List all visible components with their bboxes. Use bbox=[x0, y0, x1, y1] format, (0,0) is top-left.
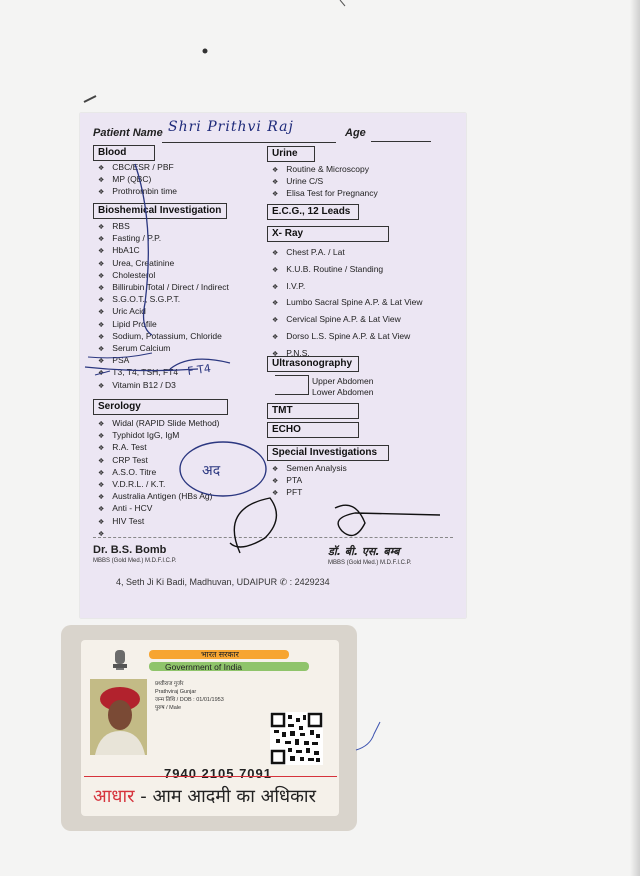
list-item: ❖ Lipid Profile bbox=[98, 319, 229, 331]
list-item: ❖ Routine & Microscopy bbox=[272, 164, 378, 176]
list-item: ❖ Widal (RAPID Slide Method) bbox=[98, 418, 220, 430]
svg-text:F T4: F T4 bbox=[186, 361, 212, 378]
echo-heading: ECHO bbox=[267, 422, 359, 438]
aadhaar-number: 7940 2105 7091 bbox=[164, 766, 272, 781]
special-heading: Special Investigations bbox=[267, 445, 389, 461]
list-item: ❖ Urea, Creatinine bbox=[98, 258, 229, 270]
prescription-slip bbox=[80, 113, 466, 618]
doctor-qualification-right: MBBS (Gold Med.) M.D.F.I.C.P. bbox=[328, 560, 412, 566]
list-item: ❖ PSA bbox=[98, 355, 229, 367]
list-item: ❖ Billirubin Total / Direct / Indirect bbox=[98, 282, 229, 294]
list-item: ❖ PFT bbox=[272, 487, 347, 499]
list-item: ❖ Anti - HCV bbox=[98, 503, 220, 515]
ecg-heading: E.C.G., 12 Leads bbox=[267, 204, 359, 220]
list-item: ❖ HIV Test bbox=[98, 516, 220, 528]
list-item: ❖ Fasting / P.P. bbox=[98, 233, 229, 245]
list-item: ❖ Australia Antigen (HBs Ag) bbox=[98, 491, 220, 503]
list-item: ❖ Cervical Spine A.P. & Lat View bbox=[272, 312, 423, 329]
holder-name-english: Prathviraj Gunjar bbox=[155, 689, 197, 695]
list-item: ❖ RBS bbox=[98, 221, 229, 233]
holder-dob: जन्म तिथि / DOB : 01/01/1953 bbox=[155, 697, 224, 703]
doctor-name-hindi: डॉ. बी. एस. बम्ब bbox=[328, 545, 400, 558]
list-item: ❖ V.D.R.L. / K.T. bbox=[98, 479, 220, 491]
handwritten-marks bbox=[80, 113, 466, 618]
list-item: ❖ Semen Analysis bbox=[272, 463, 347, 475]
list-item: ❖ S.G.O.T., S.G.P.T. bbox=[98, 294, 229, 306]
blood-heading: Blood bbox=[93, 145, 155, 161]
list-item: ❖ CRP Test bbox=[98, 455, 220, 467]
national-emblem-icon bbox=[111, 648, 129, 672]
list-item: ❖ HbA1C bbox=[98, 245, 229, 257]
usg-heading: Ultrasonography bbox=[267, 356, 359, 372]
list-item: ❖ PTA bbox=[272, 475, 347, 487]
list-item: ❖ Uric Acid bbox=[98, 306, 229, 318]
list-item: ❖ MP (QBC) bbox=[98, 174, 177, 186]
clinic-address: 4, Seth Ji Ki Badi, Madhuvan, UDAIPUR ✆ : 2429234 bbox=[116, 577, 330, 587]
list-item: ❖ Urine C/S bbox=[272, 176, 378, 188]
doctor-name: Dr. B.S. Bomb bbox=[93, 544, 167, 556]
list-item: ❖ Dorso L.S. Spine A.P. & Lat View bbox=[272, 329, 423, 346]
aadhaar-card bbox=[61, 625, 357, 831]
government-english: Government of India bbox=[165, 662, 243, 672]
tmt-heading: TMT bbox=[267, 403, 359, 419]
list-item: ❖ I.V.P. bbox=[272, 279, 423, 296]
list-item: ❖ Typhidot IgG, IgM bbox=[98, 430, 220, 442]
list-item: ❖ Cholesterol bbox=[98, 270, 229, 282]
holder-name-hindi: प्रथ्वीराज गुर्जर bbox=[155, 681, 184, 687]
pen-mark bbox=[350, 720, 400, 760]
aadhaar-card-face bbox=[81, 640, 339, 816]
list-item: ❖ Prothrombin time bbox=[98, 186, 177, 198]
urine-heading: Urine bbox=[267, 146, 315, 162]
list-item: ❖ T3, T4, TSH, FT4 bbox=[98, 367, 229, 379]
aadhaar-slogan bbox=[93, 784, 316, 808]
svg-text:अद: अद bbox=[202, 463, 221, 479]
list-item: ❖ Serum Calcium bbox=[98, 343, 229, 355]
list-item: ❖ Vitamin B12 / D3 bbox=[98, 380, 229, 392]
list-item: ❖ Lumbo Sacral Spine A.P. & Lat View bbox=[272, 295, 423, 312]
biochem-heading: Bioshemical Investigation bbox=[93, 203, 227, 219]
card-holder-details bbox=[155, 680, 224, 712]
slogan-rest: - आम आदमी का अधिकार bbox=[134, 786, 316, 807]
card-holder-photo bbox=[90, 679, 147, 755]
list-item: ❖ Chest P.A. / Lat bbox=[272, 245, 423, 262]
list-item: ❖ Elisa Test for Pregnancy bbox=[272, 188, 378, 200]
list-item: ❖ P.N.S. bbox=[272, 346, 423, 363]
government-hindi: भारत सरकार bbox=[201, 650, 239, 659]
holder-gender: पुरुष / Male bbox=[155, 705, 182, 711]
patient-name-handwritten: Shri Prithvi Raj bbox=[168, 119, 294, 135]
list-item: Upper Abdomen bbox=[312, 376, 374, 386]
slogan-aadhaar: आधार bbox=[93, 786, 135, 807]
serology-heading: Serology bbox=[93, 399, 228, 415]
list-item: ❖ R.A. Test bbox=[98, 442, 220, 454]
doctor-qualification: MBBS (Gold Med.) M.D.F.I.C.P. bbox=[93, 558, 177, 564]
patient-name-label: Patient Name bbox=[93, 127, 163, 139]
list-item: ❖ CBC/ESR / PBF bbox=[98, 162, 177, 174]
xray-heading: X- Ray bbox=[267, 226, 389, 242]
red-rule bbox=[84, 776, 337, 777]
list-item: ❖ A.S.O. Titre bbox=[98, 467, 220, 479]
list-item: ❖ Sodium, Potassium, Chloride bbox=[98, 331, 229, 343]
qr-code-icon bbox=[270, 712, 323, 765]
list-item: Lower Abdomen bbox=[312, 387, 374, 397]
list-item: ❖ K.U.B. Routine / Standing bbox=[272, 262, 423, 279]
age-label: Age bbox=[345, 127, 366, 139]
